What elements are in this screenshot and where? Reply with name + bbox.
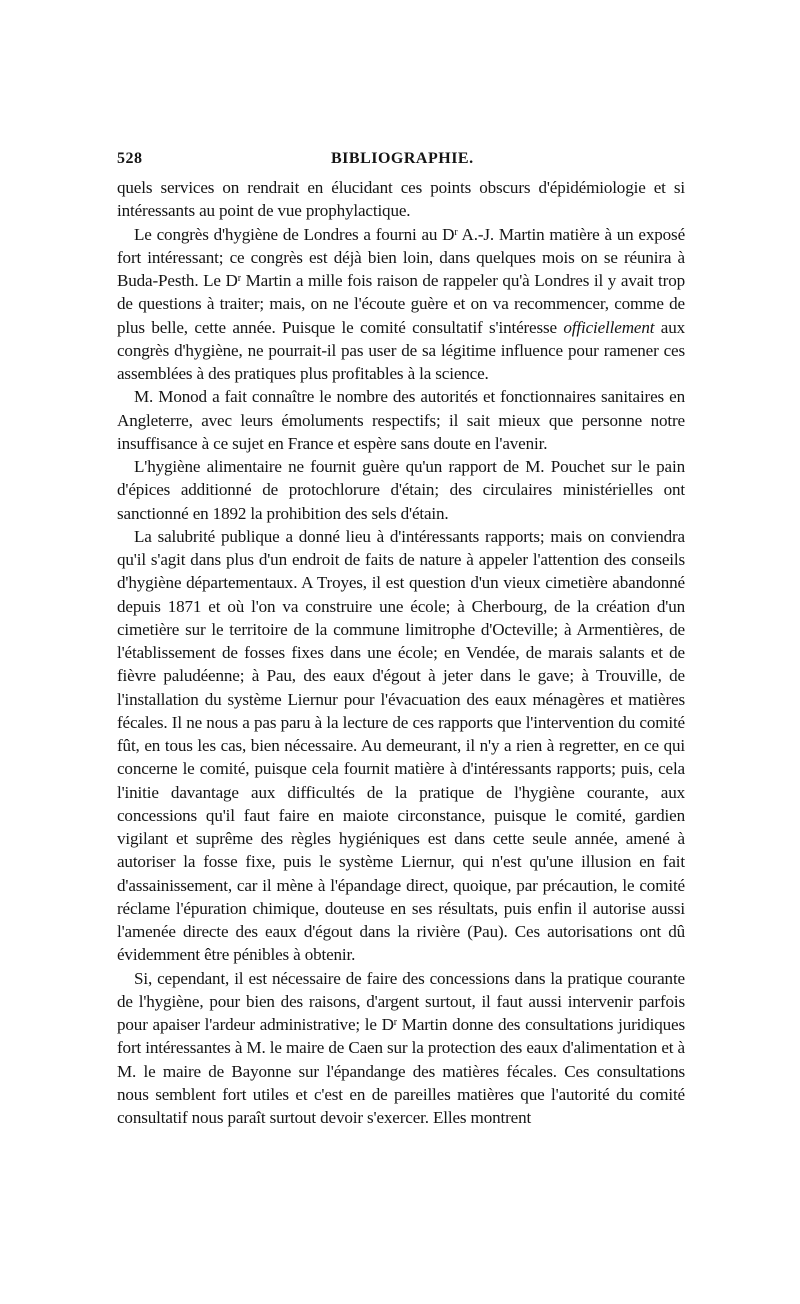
- superscript: r: [393, 1017, 397, 1028]
- paragraph-2: Le congrès d'hygiène de Londres a fourni au $D^r$ A.-J. Martin matière à un exposé fort intéressant; ce congrès est déjà bien loin, dans quelques mois on se réunira à Buda-Pesth. Le $D^r$ Martin a mille fois raison de rappeler qu'à Londres il y avait trop de questions à traiter; mais, on ne l'écoute guère et on va recommencer, comme de plus belle, cette année. Puisque le comité consultatif s'intéresse officiellement aux congrès d'hygiène, ne pourrait-il pas user de sa légitime influence pour ramener ces assemblées à des pratiques plus profitables à la science.: [117, 224, 686, 383]
- running-title: BIBLIOGRAPHIE.: [331, 150, 474, 167]
- book-page: [117, 150, 685, 1129]
- page-number: 528: [117, 150, 143, 167]
- paragraph-3: M. Monod a fait connaître le nombre des autorités et fonctionnaires sanitaires en Angleterre, avec leurs émoluments respectifs; il sait mieux que personne notre insuffisance à ce sujet en France et espère sans doute en l'avenir.: [117, 387, 685, 453]
- superscript: r: [454, 226, 458, 238]
- superscript: r: [237, 273, 241, 284]
- paragraph-1: quels services on rendrait en élucidant ces points obscurs d'épidémiologie et si intéressants au point de vue prophylactique.: [117, 178, 685, 221]
- body-text: [117, 176, 685, 1129]
- paragraph-4: L'hygiène alimentaire ne fournit guère qu'un rapport de M. Pouchet sur le pain d'épices additionné de protochlorure d'étain; des circulaires ministérielles ont sanctionné en 1892 la prohibition des sels d'étain.: [117, 457, 685, 523]
- paragraph-6: Si, cependant, il est nécessaire de faire des concessions dans la pratique courante de l'hygiène, pour bien des raisons, d'argent surtout, il faut aussi intervenir parfois pour apaiser l'ardeur administrative; le $D^r$ Martin donne des consultations juridiques fort intéressantes à M. le maire de Caen sur la protection des eaux d'alimentation et à M. le maire de Bayonne sur l'épandange des matières fécales. Ces consultations nous semblent fort utiles et c'est en de pareilles matières que l'autorité du comité consultatif nous paraît surtout devoir s'exercer. Elles montrent: [117, 968, 685, 1127]
- running-head: [117, 150, 685, 176]
- italic-emphasis: officiellement: [563, 317, 655, 337]
- paragraph-5: La salubrité publique a donné lieu à d'intéressants rapports; mais on conviendra qu'il s'agit dans plus d'un endroit de faits de nature à appeler l'attention des conseils d'hygiène départementaux. A Troyes, il est question d'un vieux cimetière abandonné depuis 1871 et où l'on va construire une école; à Cherbourg, de la création d'un cimetière sur le territoire de la commune limitrophe d'Octeville; à Armentières, de l'établissement de fosses fixes dans une école; en Vendée, de marais salants et de fièvre paludéenne; à Pau, des eaux d'égout à jeter dans le gave; à Trouville, de l'installation du système Liernur pour l'évacuation des eaux ménagères et matières fécales. Il ne nous a pas paru à la lecture de ces rapports que l'intervention du comité fût, en tous les cas, bien nécessaire. Au demeurant, il n'y a rien à regretter, en ce qui concerne le comité, puisque cela fournit matière à d'intéressants rapports; puis, cela l'initie davantage aux difficultés de la pratique de l'hygiène courante, aux concessions qu'il faut faire en maiote circonstance, puisque le comité, gardien vigilant et suprême des règles hygiéniques est dans cette seule année, amené à autoriser la fosse fixe, puis le système Liernur, qui n'est qu'une illusion en fait d'assainissement, car il mène à l'épandage direct, quoique, par précaution, le comité réclame l'épuration chimique, douteuse en ses résultats, puis enfin il autorise aussi l'amenée directe des eaux d'égout dans la rivière (Pau). Ces autorisations ont dû évidemment être pénibles à obtenir.: [117, 526, 685, 965]
